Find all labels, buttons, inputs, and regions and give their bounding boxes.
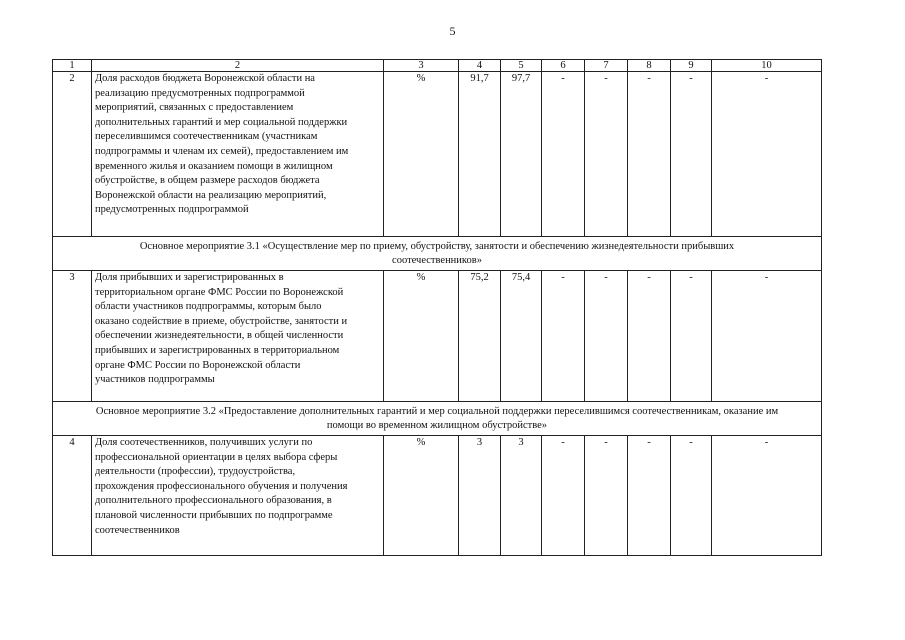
value-cell: 91,7 <box>459 72 501 237</box>
column-number: 6 <box>542 60 585 72</box>
value-cell: - <box>585 72 628 237</box>
table-row <box>53 271 822 402</box>
value-cell: - <box>585 436 628 556</box>
section-heading: Основное мероприятие 3.1 «Осуществление мер по приему, обустройству, занятости и обеспечению жизнедеятельности прибывших соотечественников» <box>53 237 822 271</box>
value-cell: - <box>628 72 671 237</box>
value-cell: 3 <box>459 436 501 556</box>
unit-cell: % <box>384 436 459 556</box>
indicator-description: Доля прибывших и зарегистрированных в территориальном органе ФМС России по Воронежской области участников подпрограммы, которым было оказано содействие в приеме, обустройстве, занятости и обеспечении жизнедеятельности, в общей численности прибывших и зарегистрированных в территориальном органе ФМС России по Воронежской области участников подпрограммы <box>92 271 384 402</box>
value-cell: - <box>712 72 822 237</box>
value-cell: - <box>671 72 712 237</box>
section-heading: Основное мероприятие 3.2 «Предоставление дополнительных гарантий и мер социальной поддержки переселившимся соотечественникам, оказание им помощи во временном жилищном обустройстве» <box>53 402 822 436</box>
unit-cell: % <box>384 72 459 237</box>
indicator-description: Доля расходов бюджета Воронежской области на реализацию предусмотренных подпрограммой мероприятий, связанных с предоставлением дополнительных гарантий и мер социальной поддержки переселившимся соотечественникам (участникам подпрограммы и членам их семей), предоставлением им временного жилья и оказанием помощи в жилищном обустройстве, в общем размере расходов бюджета Воронежской области на реализацию мероприятий, предусмотренных подпрограммой <box>92 72 384 237</box>
column-number: 8 <box>628 60 671 72</box>
value-cell: - <box>542 271 585 402</box>
indicator-description: Доля соотечественников, получивших услуги по профессиональной ориентации в целях выбора сферы деятельности (профессии), трудоустройства, прохождения профессионального обучения и получения дополнительного профессионального образования, в плановой численности прибывших по подпрограмме соотечественников <box>92 436 384 556</box>
value-cell: - <box>628 436 671 556</box>
unit-cell: % <box>384 271 459 402</box>
column-number: 2 <box>92 60 384 72</box>
table-row <box>53 436 822 556</box>
value-cell: - <box>542 436 585 556</box>
column-number: 3 <box>384 60 459 72</box>
value-cell: - <box>585 271 628 402</box>
row-number: 4 <box>53 436 92 556</box>
value-cell: 75,2 <box>459 271 501 402</box>
column-number: 10 <box>712 60 822 72</box>
column-number: 5 <box>501 60 542 72</box>
value-cell: - <box>712 436 822 556</box>
column-number: 7 <box>585 60 628 72</box>
value-cell: - <box>628 271 671 402</box>
indicators-table <box>52 59 822 556</box>
row-number: 2 <box>53 72 92 237</box>
column-number: 9 <box>671 60 712 72</box>
value-cell: 97,7 <box>501 72 542 237</box>
value-cell: 75,4 <box>501 271 542 402</box>
page-number: 5 <box>449 24 456 38</box>
column-number: 4 <box>459 60 501 72</box>
table-row <box>53 72 822 237</box>
value-cell: - <box>671 271 712 402</box>
section-row <box>53 237 822 271</box>
value-cell: 3 <box>501 436 542 556</box>
row-number: 3 <box>53 271 92 402</box>
value-cell: - <box>671 436 712 556</box>
column-number-row <box>53 60 822 72</box>
value-cell: - <box>712 271 822 402</box>
value-cell: - <box>542 72 585 237</box>
section-row <box>53 402 822 436</box>
column-number: 1 <box>53 60 92 72</box>
